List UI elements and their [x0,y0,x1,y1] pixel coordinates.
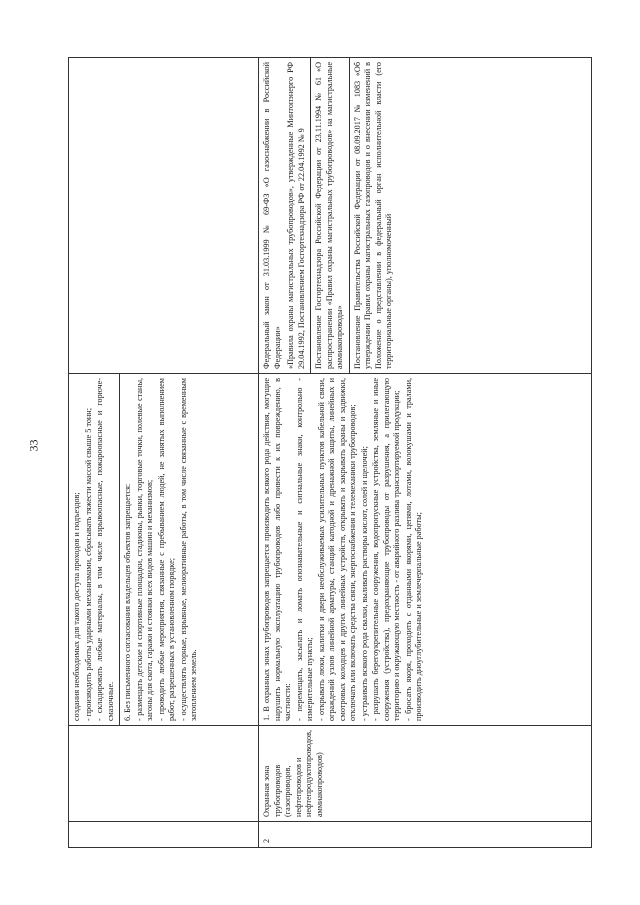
text-line: - производить работы ударными механизмами, сбрасывать тяжести массой свыше 5 тонн; [83,408,93,721]
row1-num-cell [69,822,259,848]
text-line: - разрушать берегоукрепительные сооружения, водопропускные устройства, земляные и иные сооружения (устройства), предохраняющие трубопроводы от разрушения, а прилегающую территорию и окружающую местность - от аварийного разлива транспортируемой продукции; [371,378,401,721]
text-line: - осуществлять горные, взрывные, мелиоративные работы, в том числе связанные с временным затоплением земель. [178,378,198,721]
row2-name-cell: Охранная зона трубопроводов (газопроводов, нефтепроводов и нефтепродуктопроводов, аммиакопроводов) [259,726,592,822]
text-line: - складировать любые материалы, в том числе взрывоопасные, пожароопасные и горюче-смазочные. [95,378,115,721]
text-line: создания необходимых для такого доступа проходов и подъездов; [72,492,81,721]
text-line: - устраивать всякого рода свалки, выливать растворы кислот, солей и щелочей; [359,446,369,721]
table-row [69,58,259,848]
row2-laws-cell [259,58,592,374]
table-row [259,58,592,848]
text-line: 1. В охранных зонах трубопроводов запрещается производить всякого рода действия, могущие нарушить нормальную эксплуатацию трубопроводов либо привести к их повреждению, в частности: [262,378,292,721]
row1-name-cell [69,726,259,822]
restrictions-table [68,57,592,848]
law-reference: «Правила охраны магистральных трубопроводов», утвержденные Минтопэнерго РФ 29.04.1992, Постановлением Госгортехнадзора РФ от 22.04.1992 № 9 [286,62,306,369]
text-line: 6. Без письменного согласования владельцев объектов запрещается: [123,483,132,721]
row1-restrictions-cell [69,374,259,726]
divider [310,58,311,373]
text-line: - бросать якоря, проходить с отданными якорями, цепями, лотами, волокушами и тралами, производить дноуглубительные и землечерпальные работы; [403,378,423,721]
text-line: - перемещать, засыпать и ломать опознавательные и сигнальные знаки, контрольно - измерительные пункты; [294,378,314,721]
divider [119,374,120,725]
row1-laws-cell [69,58,259,374]
divider [349,58,350,373]
row2-restrictions-cell [259,374,592,726]
law-reference: Постановление Правительства Российской Федерации от 08.09.2017 № 1083 «Об утверждении Правил охраны магистральных газопроводов и о внесении изменений в Положение о представлении в федеральный орган исполнительной власти (его территориальные органы), уполномоченный [352,62,393,369]
page-number: 33 [26,439,41,452]
law-reference: Постановление Госгортехнадзора Российской Федерации от 23.11.1994 № 61 «О распространении «Правил охраны магистральных трубопроводов» на магистральные аммиакопроводы» [314,62,344,369]
text-line: - проводить любые мероприятия, связанные с пребыванием людей, не занятых выполнением работ, разрешенных в установленном порядке; [156,378,176,721]
law-reference: Федеральный закон от 31.03.1999 № 69-ФЗ «О газоснабжении в Российской Федерации» [262,62,282,369]
text-line: - открывать люки, калитки и двери необслуживаемых усилительных пунктов кабельной связи, ограждений узлов линейной арматуры, станций катодной и дренажной защиты, линейных и смотровых колодцев и других линейных устройств, открывать и закрывать краны и задвижки, отключать или включать средства связи, энергоснабжения и телемеханики трубопроводов; [316,378,357,721]
text-line: - размещать детские и спортивные площадки, стадионы, рынки, торговые точки, полевые станы, загоны для скота, гаражи и стоянки всех видов машин и механизмов; [134,378,154,721]
rotated-table-container [68,58,592,848]
row2-num-cell: 2 [259,822,592,848]
